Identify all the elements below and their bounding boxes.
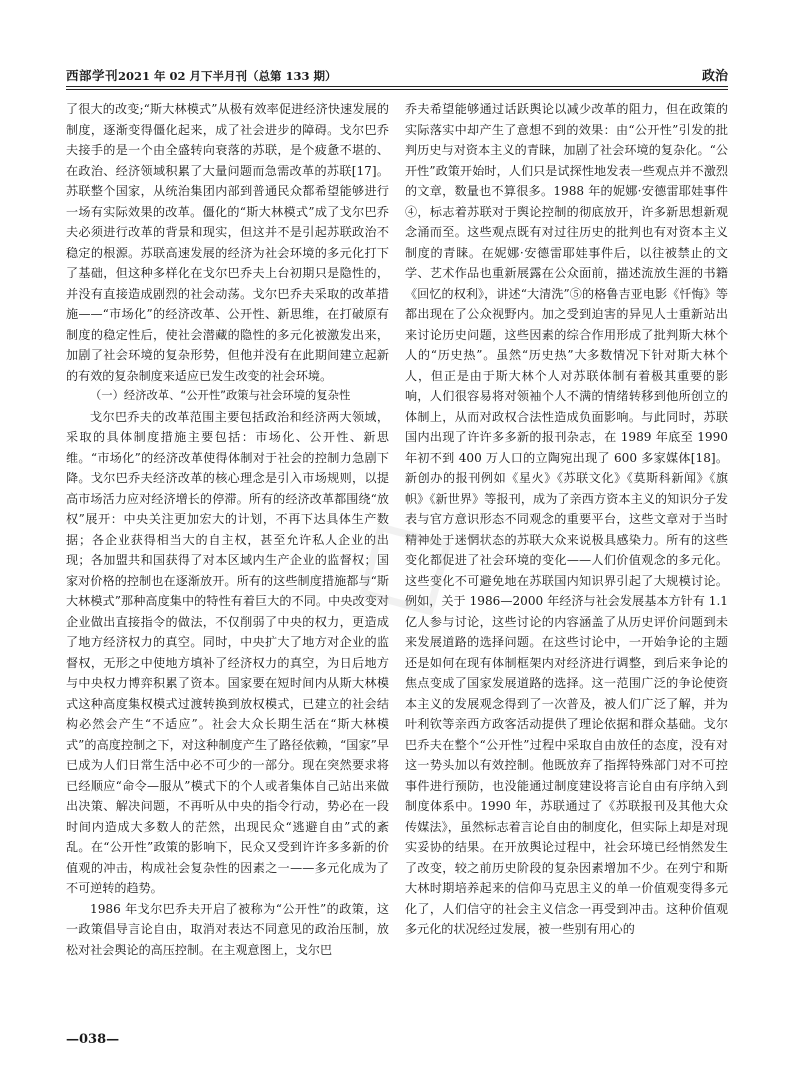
section-label: 政治 bbox=[701, 69, 728, 84]
header-rule-thin bbox=[66, 89, 728, 90]
running-header bbox=[66, 66, 728, 84]
page-number: —038— bbox=[66, 1032, 120, 1047]
section-subheading: （一）经济改革、“公开性”政策与社会环境的复杂性 bbox=[90, 389, 351, 402]
left-column bbox=[66, 99, 389, 960]
left-paragraph-3: 1986 年戈尔巴乔夫开启了被称为“公开性”的政策，这一政策倡导言论自由，取消对表达不同意见的政治压制，放松对社会舆论的高压控制。在主观意图上，戈尔巴 bbox=[66, 901, 389, 957]
right-paragraph-1: 乔夫希望能够通过话跃舆论以减少改革的阻力，但在政策的实际落实中却产生了意想不到的效果：由“公开性”引发的批判历史与对资本主义的青睐，加剧了社会环境的复杂化。“公开性”政策开始时，人们只是试探性地发表一些观点并不激烈的文章，数量也不算很多。1988 年的妮娜·安德雷耶娃事件④，标志着苏联对于舆论控制的彻底放开，许多新思想新观念涌而至。这些观点既有对过往历史的批判也有对资本主义制度的青睐。在妮娜·安德雷耶娃事件后，以往被禁止的文学、艺术作品也重新展露在公众面前，描述流放生涯的书籍《回忆的权利》，讲述“大清洗”⑤的格鲁吉亚电影《忏悔》等都出现在了公众视野内。加之受到迫害的异见人士重新站出来讨论历史问题，这些因素的综合作用形成了批判斯大林个人的“历史热”。虽然“历史热”大多数情况下针对斯大林个人，但正是由于斯大林个人对苏联体制有着极其重要的影响，人们很容易将对领袖个人不满的情绪转移到他所创立的体制上，从而对政权合法性造成负面影响。与此同时，苏联国内出现了许许多多新的报刊杂志，在 1989 年底至 1990 年初不到 400 万人口的立陶宛出现了 600 多家媒体[18]。新创办的报刊例如《星火》《苏联文化》《莫斯科新闻》《旗帜》《新世界》等报刊，成为了亲西方资本主义的知识分子发表与官方意识形态不同观念的重要平台，这些文章对于当时精神处于迷惘状态的苏联大众来说极具感染力。所有的这些变化都促进了社会环境的变化——人们价值观念的多元化。这些变化不可避免地在苏联国内知识界引起了大规模讨论。例如，关于 1986—2000 年经济与社会发展基本方针有 1.1 亿人参与讨论，这些讨论的内容涵盖了从历史评价问题到未来发展道路的选择问题。在这些讨论中，一开始争论的主题还是如何在现有体制框架内对经济进行调整，到后来争论的焦点变成了国家发展道路的选择。这一范围广泛的争论使资本主义的发展观念得到了一次普及，被人们广泛了解，并为叶利钦等亲西方政客活动提供了理论依据和群众基础。戈尔巴乔夫在整个“公开性”过程中采取自由放任的态度，没有对这一势头加以有效控制。他既放弃了指挥特殊部门对不可控事件进行预防，也没能通过制度建设将言论自由有序纳入到制度体系中。1990 年，苏联通过了《苏联报刊及其他大众传媒法》，虽然标志着言论自由的制度化，但实际上却是对现实妥协的结果。在开放舆论过程中，社会环境已经悄然发生了改变，较之前历史阶段的复杂因素增加不少。在列宁和斯大林时期培养起来的信仰马克思主义的单一价值观变得多元化了，人们信守的社会主义信念一再受到冲击。这种价值观多元化的状况经过发展，被一些别有用心的 bbox=[405, 102, 728, 936]
left-paragraph-2: 戈尔巴乔夫的改革范围主要包括政治和经济两大领域，采取的具体制度措施主要包括：市场化、公开性、新思维。“市场化”的经济改革使得体制对于社会的控制力急剧下降。戈尔巴乔夫经济改革的核心理念是引入市场规则，以提高市场活力应对经济增长的停滞。所有的经济改革都围绕“放权”展开：中央关注更加宏大的计划，不再下达具体生产数据；各企业获得相当大的自主权，甚至允许私人企业的出现；各加盟共和国获得了对本区域内生产企业的监督权；国家对价格的控制也在逐渐放开。所有的这些制度措施都与“斯大林模式”那种高度集中的特性有着巨大的不同。中央改变对企业做出直接指令的做法，不仅削弱了中央的权力，更造成了地方经济权力的真空。同时，中央扩大了地方对企业的监督权，无形之中使地方填补了经济权力的真空，为日后地方与中央权力博弈积累了资本。国家要在短时间内从斯大林模式这种高度集权模式过渡转换到放权模式，已建立的社会结构必然会产生“不适应”。社会大众长期生活在“斯大林模式”的高度控制之下，对这种制度产生了路径依赖，“国家”早已成为人们日常生活中必不可少的一部分。现在突然要求将已经顺应“命令—服从”模式下的个人或者集体自己站出来做出决策、解决问题，不再听从中央的指令行动，势必在一段时间内造成大多数人的茫然，出现民众“逃避自由”式的紊乱。在“公开性”政策的影响下，民众又受到许许多多新的价值观的冲击，构成社会复杂性的因素之一——多元化成为了不可逆转的趋势。 bbox=[66, 409, 389, 895]
header-rule-thick bbox=[66, 86, 728, 87]
journal-info bbox=[66, 66, 337, 84]
issue-info: 2021 年 02 月下半月刊（总第 133 期） bbox=[118, 69, 337, 83]
watermark: ◇ bbox=[312, 462, 488, 658]
left-paragraph-1: 了很大的改变;“斯大林模式”从极有效率促进经济快速发展的制度，逐渐变得僵化起来，成了社会进步的障碍。戈尔巴乔夫接手的是一个由全盛转向衰落的苏联，是个疲惫不堪的、在政治、经济领域积累了大量问题而急需改革的苏联[17]。苏联整个国家，从统治集团内部到普通民众都希望能够进行一场有实际效果的改革。僵化的“斯大林模式”成了戈尔巴乔夫必须进行改革的背景和现实，但这并不是引起苏联政治不稳定的根源。苏联高速发展的经济为社会环境的多元化打下了基础，但这种多样化在戈尔巴乔夫上台初期只是隐性的，并没有直接造成剧烈的社会动荡。戈尔巴乔夫采取的改革措施——“市场化”的经济改革、公开性、新思维，在打破原有制度的稳定性后，使社会潜藏的隐性的多元化被激发出来，加剧了社会环境的复杂形势，但他并没有在此期间建立起新的有效的复杂制度来适应已发生改变的社会环境。 bbox=[66, 102, 389, 383]
right-column bbox=[405, 99, 728, 940]
journal-logo: 西部学刊 bbox=[66, 68, 119, 83]
